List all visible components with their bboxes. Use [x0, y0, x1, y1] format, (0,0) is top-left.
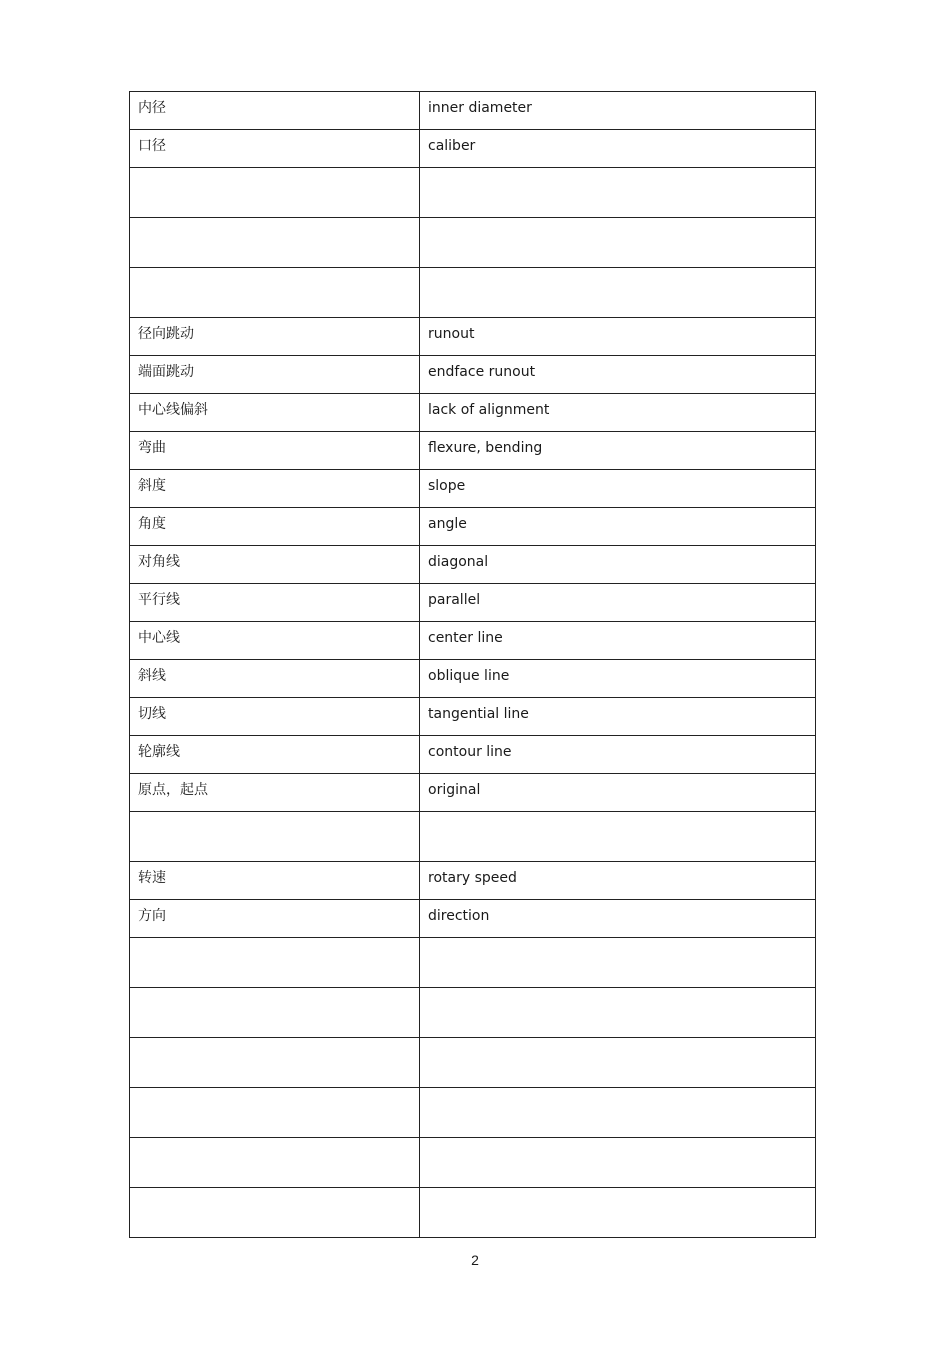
table-row [130, 546, 816, 584]
chinese-term-cell: 弯曲 [130, 432, 420, 470]
table-row [130, 394, 816, 432]
english-term-cell: original [420, 774, 816, 812]
english-term-cell [420, 218, 816, 268]
english-term-cell: center line [420, 622, 816, 660]
english-term-cell [420, 1038, 816, 1088]
glossary-table-body [130, 92, 816, 1238]
english-term-cell: lack of alignment [420, 394, 816, 432]
chinese-term-cell [130, 1188, 420, 1238]
english-term-cell: contour line [420, 736, 816, 774]
chinese-term-cell [130, 168, 420, 218]
table-row [130, 584, 816, 622]
english-term-cell: slope [420, 470, 816, 508]
table-row [130, 812, 816, 862]
chinese-term-cell: 轮廓线 [130, 736, 420, 774]
table-row [130, 774, 816, 812]
chinese-term-cell: 端面跳动 [130, 356, 420, 394]
english-term-cell [420, 988, 816, 1038]
table-row [130, 356, 816, 394]
chinese-term-cell: 方向 [130, 900, 420, 938]
page-number: 2 [471, 1252, 479, 1268]
chinese-term-cell [130, 938, 420, 988]
chinese-term-cell: 对角线 [130, 546, 420, 584]
chinese-term-cell: 转速 [130, 862, 420, 900]
table-row [130, 130, 816, 168]
table-row [130, 736, 816, 774]
english-term-cell [420, 1188, 816, 1238]
chinese-term-cell: 径向跳动 [130, 318, 420, 356]
english-term-cell: runout [420, 318, 816, 356]
table-row [130, 92, 816, 130]
english-term-cell [420, 812, 816, 862]
english-term-cell: caliber [420, 130, 816, 168]
table-row [130, 698, 816, 736]
chinese-term-cell [130, 1138, 420, 1188]
chinese-term-cell: 口径 [130, 130, 420, 168]
table-row [130, 1188, 816, 1238]
table-row [130, 168, 816, 218]
table-row [130, 432, 816, 470]
chinese-term-cell [130, 988, 420, 1038]
english-term-cell: rotary speed [420, 862, 816, 900]
chinese-term-cell [130, 1038, 420, 1088]
english-term-cell [420, 1088, 816, 1138]
english-term-cell: endface runout [420, 356, 816, 394]
table-row [130, 988, 816, 1038]
table-row [130, 318, 816, 356]
chinese-term-cell: 斜度 [130, 470, 420, 508]
chinese-term-cell [130, 218, 420, 268]
chinese-term-cell: 中心线偏斜 [130, 394, 420, 432]
chinese-term-cell: 斜线 [130, 660, 420, 698]
chinese-term-cell: 角度 [130, 508, 420, 546]
english-term-cell: angle [420, 508, 816, 546]
english-term-cell: tangential line [420, 698, 816, 736]
chinese-term-cell: 中心线 [130, 622, 420, 660]
chinese-term-cell [130, 268, 420, 318]
english-term-cell: diagonal [420, 546, 816, 584]
glossary-table [129, 91, 816, 1238]
table-row [130, 268, 816, 318]
table-row [130, 508, 816, 546]
chinese-term-cell: 平行线 [130, 584, 420, 622]
table-row [130, 218, 816, 268]
chinese-term-cell [130, 1088, 420, 1138]
table-row [130, 1038, 816, 1088]
chinese-term-cell [130, 812, 420, 862]
english-term-cell [420, 168, 816, 218]
table-row [130, 900, 816, 938]
table-row [130, 470, 816, 508]
english-term-cell [420, 268, 816, 318]
english-term-cell: direction [420, 900, 816, 938]
table-row [130, 1088, 816, 1138]
chinese-term-cell: 内径 [130, 92, 420, 130]
chinese-term-cell: 切线 [130, 698, 420, 736]
table-row [130, 1138, 816, 1188]
english-term-cell [420, 1138, 816, 1188]
english-term-cell [420, 938, 816, 988]
english-term-cell: parallel [420, 584, 816, 622]
table-row [130, 660, 816, 698]
chinese-term-cell: 原点，起点 [130, 774, 420, 812]
english-term-cell: oblique line [420, 660, 816, 698]
table-row [130, 622, 816, 660]
table-row [130, 862, 816, 900]
english-term-cell: flexure, bending [420, 432, 816, 470]
table-row [130, 938, 816, 988]
english-term-cell: inner diameter [420, 92, 816, 130]
